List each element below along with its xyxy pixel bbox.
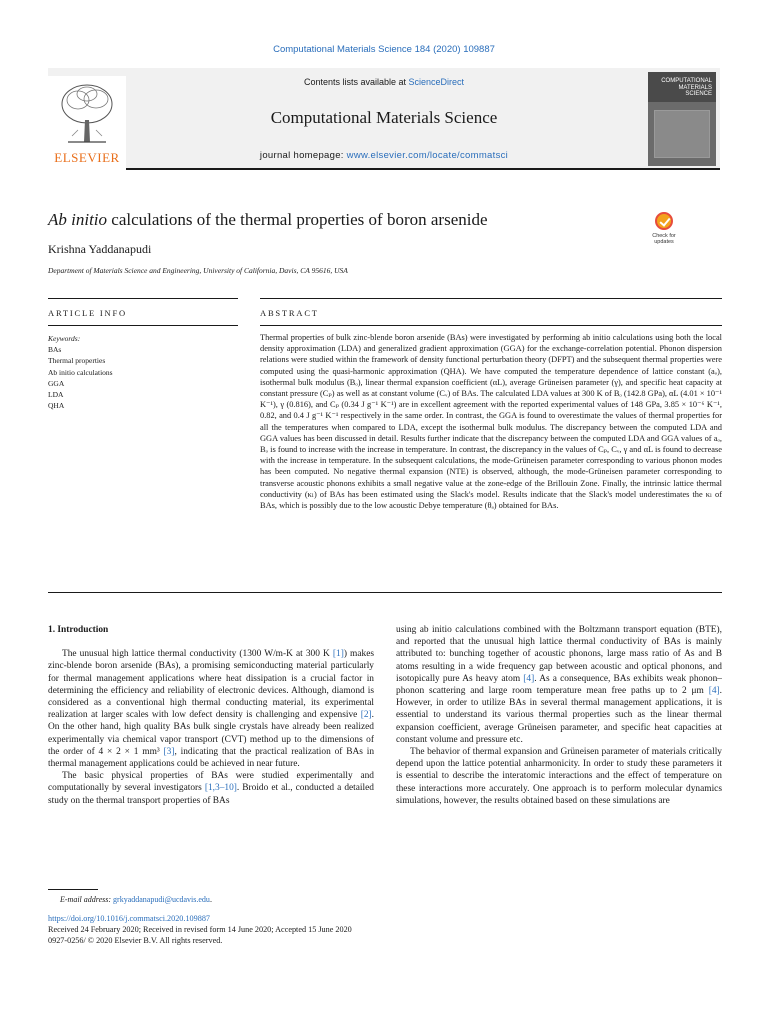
received-dates: Received 24 February 2020; Received in revised form 14 June 2020; Accepted 15 June 2020 — [48, 925, 352, 935]
keywords-block — [48, 333, 238, 411]
journal-homepage — [128, 150, 640, 161]
footnote-rule — [48, 889, 98, 890]
keyword-item: Ab initio calculations — [48, 367, 113, 377]
elsevier-tree-icon — [58, 80, 116, 148]
body-paragraph — [48, 648, 374, 770]
keyword-item: QHA — [48, 401, 65, 411]
body-paragraph — [396, 624, 722, 746]
check-updates-icon — [655, 212, 673, 230]
body-right-column — [396, 624, 722, 807]
text-run: The behavior of thermal expansion and Grüneisen parameter of materials critically depend upon the lattice potential anharmonicity. In order to study these parameters it is essential to describe the interatomic interactions and the effect of temperature on these interactions more accurately. One approach is to perform molecular dynamics simulations, however, the results obtained based on these simulations are — [396, 747, 722, 806]
journal-cover[interactable] — [648, 72, 716, 166]
author-affiliation: Department of Materials Science and Engineering, University of California, Davis, CA 95616, USA — [48, 266, 348, 275]
publication-info — [48, 913, 352, 947]
doi-link[interactable]: https://doi.org/10.1016/j.commatsci.2020.109887 — [48, 914, 211, 923]
copyright-line: 0927-0256/ © 2020 Elsevier B.V. All rights reserved. — [48, 936, 223, 946]
text-run: . Broido et al., conducted a detailed study on the thermal transport properties of BAs — [48, 783, 374, 806]
article-info-mid-rule — [48, 325, 238, 326]
text-run: . However, in order to utilize BAs in several thermal management applications, it is essential to understand its various thermal properties such as the linear thermal expansion coefficient, average Grüneisen parameter, and specific heat capacities at constant volume and pressure etc. — [396, 686, 722, 745]
cover-title: COMPUTATIONAL MATERIALS SCIENCE — [661, 78, 712, 97]
abstract-mid-rule — [260, 325, 722, 326]
email-tail: . — [209, 895, 212, 904]
journal-masthead — [48, 68, 720, 170]
email-label: E-mail address: — [60, 895, 114, 904]
citation-link[interactable]: [4] — [708, 686, 720, 697]
abstract-text: Thermal properties of bulk zinc-blende boron arsenide (BAs) were investigated by performing ab initio calculations using both the local density approximation (LDA) and generalized gradient approximation (GGA) for the exchange-correlation potential. Phonon dispersion relations were studied within the framework of density functional perturbation theory (DFPT) and the subsequent thermal properties were computed using the quasi-harmonic approximation (QHA). We have computed the temperature dependence of lattice constant (aₒ), isothermal bulk modulus (Bₒ), linear thermal expansion coefficient (αL), average Grüneisen parameter (γ), and specific heat capacity at constant pressure (Cₚ) as well as at constant volume (Cᵥ) of BAs. The calculated LDA values at 300 K of Bₒ (142.8 GPa), αL (4.01 × 10⁻¹ K⁻¹), γ (0.816), and Cₚ (0.34 J g⁻¹ K⁻¹) are in excellent agreement with the reported experimental values of 148 GPa, 3.85 × 10⁻⁶ K⁻¹, 0.82, and 0.4 J g⁻¹ K⁻¹ respectively in the same order. In contrast, the GGA is found to overestimate the values of thermal properties for all the temperatures when compared to LDA, except the isothermal bulk modulus. The discrepancy between the computed LDA and GGA values has been discussed in detail. Results further indicate that the discrepancy between the computed LDA and GGA values of aₒ, Bₒ is found to increase with the increase in temperature. In contrast, the discrepancy in the values of Cₚ, Cᵥ, γ and αL is found to decrease with the increase in temperature. In the subsequent calculations, the mode-Grüneisen parameter corresponding to various phonon modes has been computed. No negative thermal expansion (NTE) is observed, although, the mode-Grüneisen parameter corresponding to transverse acoustic phonons exhibits a small negative value at the zone-edge of the Brillouin Zone. Finally, the intrinsic lattice thermal conductivity (κₗ) of BAs has been estimated using the Slack's model. Results indicate that the Slack's model underestimates the κₗ of BAs, which is possibly due to the low acoustic Debye temperature (θₐ) obtained for BAs. — [260, 333, 722, 511]
text-run: ) makes zinc-blende boron arsenide (BAs), a promising semiconducting material particularly for thermal management applications where heat dissipation is a crucial factor in determining the efficiency and reliability of electronic devices. Although, diamond is considered as a conventional high thermal conducting material, its experimental realization at larger scales with low defect density is challenging and expensive — [48, 649, 375, 721]
citation-link[interactable]: [1,3–10] — [204, 783, 237, 794]
keyword-item: LDA — [48, 390, 64, 400]
elsevier-wordmark: ELSEVIER — [54, 150, 120, 165]
keyword-item: BAs — [48, 345, 62, 355]
body-paragraph — [396, 746, 722, 807]
homepage-prefix: journal homepage: — [259, 150, 347, 161]
paper-title-rest: calculations of the thermal properties of boron arsenide — [107, 210, 488, 229]
check-for-updates-badge[interactable] — [646, 212, 682, 252]
text-run: using ab initio calculations combined with the Boltzmann transport equation (BTE), and reported that the unusual high lattice thermal conductivity of BAs is mainly attributed to: bunching together of acoustic phonons, large mass ratio of As and B atoms resulting in a wide frequency gap between acoustic and optical phonons, and isotopically pure As heavy atom — [396, 625, 722, 684]
author-name: Krishna Yaddanapudi — [48, 242, 152, 256]
citation-link[interactable]: [2] — [360, 710, 372, 721]
paper-title-italic: Ab initio — [48, 210, 108, 229]
sciencedirect-link[interactable]: ScienceDirect — [408, 77, 465, 87]
journal-name: Computational Materials Science — [270, 108, 498, 127]
article-info-top-rule — [48, 298, 238, 299]
text-run: , indicating that the practical realization of BAs in thermal management applications could be achieved in near future. — [48, 746, 375, 770]
elsevier-logo[interactable] — [48, 76, 126, 170]
contents-line — [128, 77, 640, 87]
contents-prefix: Contents lists available at — [303, 77, 409, 87]
journal-citation[interactable]: Computational Materials Science 184 (2020) 109887 — [273, 44, 495, 55]
body-paragraph — [48, 770, 374, 807]
paper-title — [48, 210, 488, 230]
keyword-item: Thermal properties — [48, 356, 106, 366]
check-updates-label: Check for updates — [652, 233, 676, 245]
text-run: The basic physical properties of BAs were studied experimentally and computationally by several investigators — [48, 771, 374, 794]
author-email-footnote — [60, 895, 212, 904]
body-left-column — [48, 624, 374, 807]
citation-link[interactable]: [1] — [332, 649, 344, 660]
keywords-label: Keywords: — [48, 334, 81, 343]
abstract-top-rule — [260, 298, 722, 299]
introduction-heading: 1. Introduction — [48, 625, 109, 635]
text-run: . On the other hand, high quality BAs bulk single crystals have already been realized experimentally via chemical vapor transport (CVT) method up to the dimensions of the order of 4 × 2 × 1 mm³ — [48, 710, 374, 757]
citation-link[interactable]: [3] — [163, 746, 175, 757]
text-run: . As a consequence, BAs exhibits weak phonon–phonon scattering and large room temperature mean free paths up to 2 μm — [396, 673, 722, 697]
abstract-bottom-rule — [48, 592, 722, 593]
cover-image — [654, 110, 710, 158]
homepage-link[interactable]: www.elsevier.com/locate/commatsci — [346, 150, 509, 161]
abstract-heading: ABSTRACT — [260, 308, 319, 318]
author-email-link[interactable]: grkyaddanapudi@ucdavis.edu — [113, 895, 210, 904]
citation-link[interactable]: [4] — [523, 673, 535, 684]
article-info-heading: ARTICLE INFO — [48, 308, 127, 318]
text-run: The unusual high lattice thermal conductivity (1300 W/m-K at 300 K — [62, 649, 333, 660]
keyword-item: GGA — [48, 378, 65, 388]
